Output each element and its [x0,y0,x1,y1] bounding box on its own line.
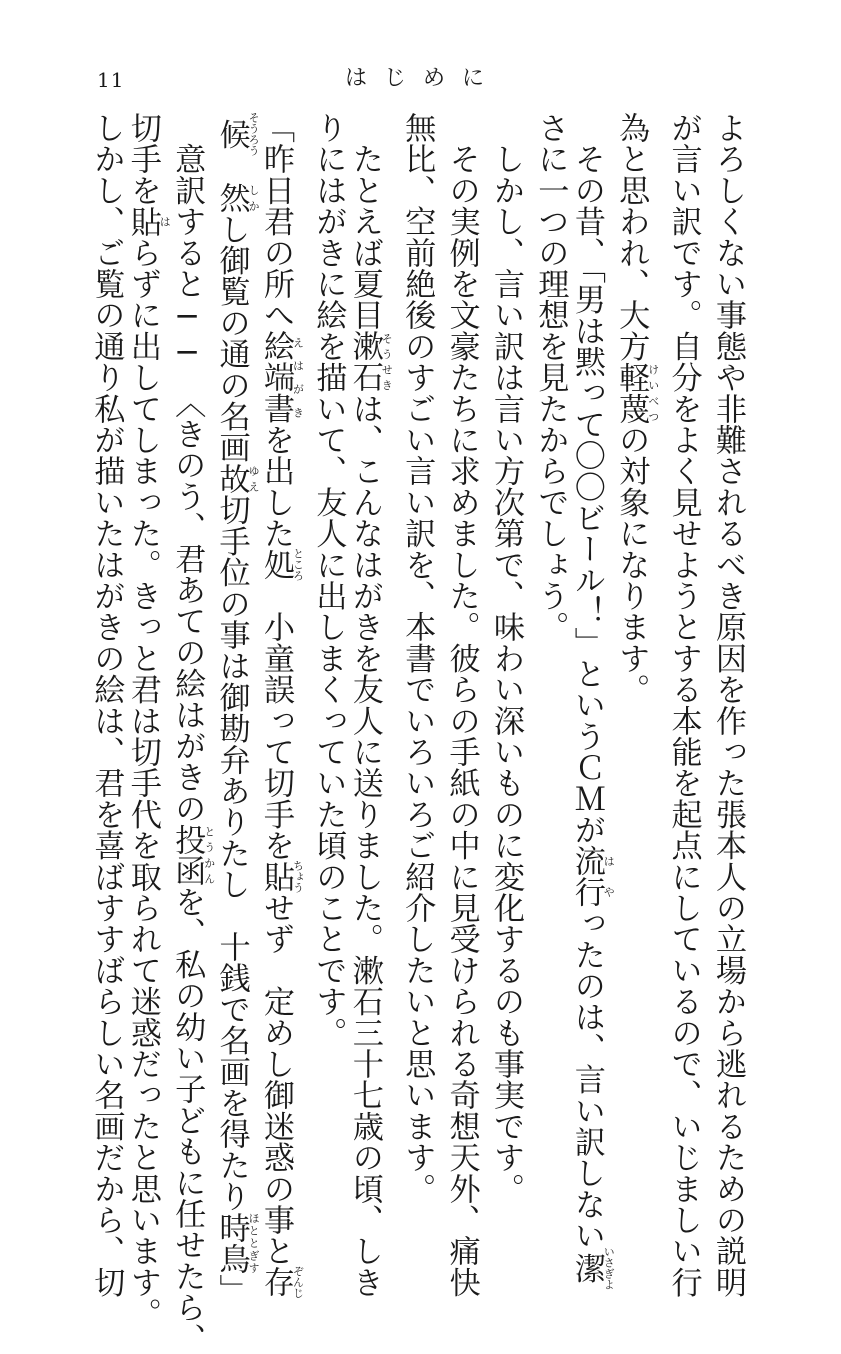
text-run: は、こんなはがきを友人に送りました。漱石三十七歳の頃、しき [346,392,383,1298]
ruby-reading: ゆえ [247,463,261,495]
text-column [664,112,704,1298]
ruby-base: 投函 [169,823,206,887]
ruby-base: 潔 [568,1245,605,1290]
ruby-word [568,845,616,908]
text-column [308,112,348,1152]
ruby-reading: そうろう [247,112,261,156]
text-column [397,112,437,1204]
ruby-base: 存 [258,1265,294,1299]
ruby-reading: しか [247,182,261,214]
page-number: 11 [97,68,125,92]
text-run: が言い訳です。自分をよく見せようとする本能を起点にしているので、いじましい行 [665,112,702,1298]
text-column [346,112,394,1298]
ruby-base: 処 [258,547,294,581]
ruby-reading: ちょう [291,859,305,893]
ruby-reading: ほととぎす [247,1211,261,1275]
text-column [486,112,526,1204]
ruby-reading: えはがき [291,330,305,424]
text-run: を出した [258,424,294,549]
ruby-base: 貼 [124,205,161,237]
text-run: し御覧の通の名画 [213,213,250,463]
text-run: せず 定めし御迷惑の事と [258,892,294,1267]
ruby-reading: はや [602,845,616,908]
body-text [0,112,841,1354]
text-run: 為と思われ、大方 [613,112,650,362]
text-column [86,112,126,1298]
ruby-base: 然 [213,182,250,214]
ruby-base: 漱石 [346,330,383,393]
text-run: の対象になります。 [613,424,650,705]
text-column [530,112,570,1152]
text-run: その実例を文豪たちに求めました。彼らの手紙の中に見受けられる奇想天外、痛快 [443,112,480,1298]
text-column [124,112,172,1329]
ruby-base: 貼 [258,859,294,893]
text-run: よろしくない事態や非難されるべき原因を作った張本人の立場から逃れるための説明 [710,112,746,1298]
ruby-base: 時鳥 [213,1211,250,1275]
text-run: 「昨日君の所へ [258,112,294,331]
ruby-reading: そうせき [380,330,394,393]
text-run: 切手位の事は御勘弁ありたし 十銭で名画を得たり [213,494,250,1212]
text-run: 小童誤って切手を [258,580,294,861]
ruby-reading: けいべつ [646,361,660,425]
text-run: ったのは、言い訳しない [568,907,605,1251]
text-column [568,112,616,1290]
ruby-reading: ぞんじ [291,1265,305,1299]
text-column [613,112,660,1152]
ruby-word [258,859,305,893]
ruby-reading: いさぎよ [602,1245,616,1290]
text-run: らずに出してしまった。きっと君は切手代を取られて迷惑だったと思います。 [124,236,161,1329]
text-run [214,151,250,182]
text-column [442,112,482,1298]
ruby-word [346,330,394,393]
ruby-reading: は [158,205,172,237]
text-run: その昔、「男は黙って〇〇ビール！」というＣＭが [568,112,605,846]
text-run: を、私の幼い子どもに任せたら、 [169,886,206,1354]
ruby-word [169,823,216,887]
ruby-word [124,205,172,237]
text-run: 」 [213,1274,250,1306]
ruby-base: 軽蔑 [613,361,650,425]
ruby-base: 絵端書 [258,330,294,425]
text-column [258,112,305,1299]
ruby-base: 故 [213,463,250,495]
text-run: たとえば夏目 [346,112,383,331]
text-column [213,112,261,1306]
text-run: さに一つの理想を見たからでしょう。 [532,112,569,643]
ruby-word [213,112,261,156]
ruby-reading: とうかん [202,823,216,887]
text-column [708,112,748,1298]
text-column [169,112,216,1354]
text-run: りにはがきに絵を描いて、友人に出しまくっていた頃のことです。 [310,112,347,1048]
text-run: しかし、言い訳は言い方次第で、味わい深いものに変化するのも事実です。 [488,112,524,1204]
ruby-base: 候 [213,112,250,156]
text-run: 切手を [124,112,161,206]
ruby-base: 流行 [568,845,605,908]
ruby-word [213,463,261,495]
ruby-word [258,1265,305,1299]
ruby-word [568,1245,616,1290]
ruby-reading: ところ [291,547,305,581]
text-run: 無比、空前絶後のすごい言い訳を、本書でいろいろご紹介したいと思います。 [399,112,436,1204]
ruby-word [213,1211,261,1275]
ruby-word [613,361,660,425]
ruby-word [258,547,305,581]
text-run: しかし、ご覧の通り私が描いたはがきの絵は、君を喜ばすすばらしい名画だから、切 [88,112,125,1298]
running-head: はじめに [345,66,502,91]
text-run: 意訳すると── 〈きのう、君あての絵はがきの [169,112,206,824]
ruby-word [258,330,305,425]
ruby-word [213,182,261,214]
